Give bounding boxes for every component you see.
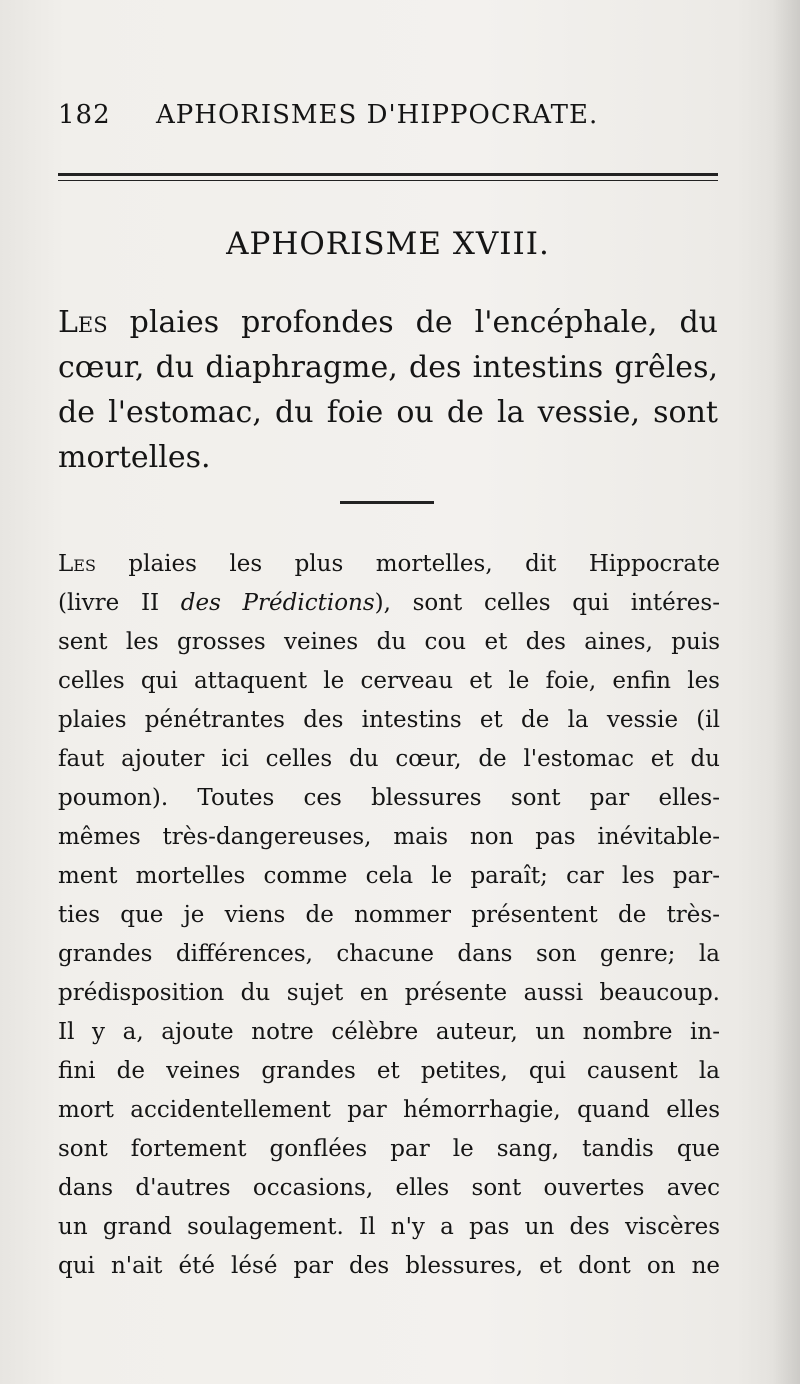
- commentary-line: grandes différences, chacune dans son genre; la: [58, 941, 720, 967]
- commentary-line: celles qui attaquent le cerveau et le foie, enfin les: [58, 668, 720, 694]
- page-shadow-edge: [772, 0, 800, 1384]
- commentary-line: poumon). Toutes ces blessures sont par elles-: [58, 785, 720, 811]
- commentary-line: sent les grosses veines du cou et des aines, puis: [58, 629, 720, 655]
- aphorism-line: Les plaies profondes de l'encéphale, du: [58, 305, 718, 340]
- commentary-line: qui n'ait été lésé par des blessures, et dont on ne: [58, 1253, 720, 1279]
- header-rule-thin: [58, 180, 718, 181]
- commentary-line: mort accidentellement par hémorrhagie, quand elles: [58, 1097, 720, 1123]
- roman-numeral: II: [140, 590, 160, 616]
- running-head: [58, 100, 718, 140]
- aphorism-title: APHORISME XVIII.: [226, 226, 550, 262]
- commentary-line: mêmes très-dangereuses, mais non pas inévitable-: [58, 824, 720, 850]
- commentary-lead: Les: [58, 551, 96, 577]
- page-number: 182: [58, 100, 111, 130]
- commentary-line: prédisposition du sujet en présente aussi beaucoup.: [58, 980, 720, 1006]
- commentary-line: plaies pénétrantes des intestins et de la vessie (il: [58, 707, 720, 733]
- aphorism-line: mortelles.: [58, 440, 211, 475]
- commentary-line: dans d'autres occasions, elles sont ouvertes avec: [58, 1175, 720, 1201]
- work-title: des Prédictions: [159, 590, 375, 616]
- aphorism-line: de l'estomac, du foie ou de la vessie, sont: [58, 395, 718, 430]
- commentary-line: Les plaies les plus mortelles, dit Hippocrate: [58, 551, 720, 577]
- commentary-line: Il y a, ajoute notre célèbre auteur, un nombre in-: [58, 1019, 720, 1045]
- commentary-line: un grand soulagement. Il n'y a pas un des viscères: [58, 1214, 720, 1240]
- header-rule-thick: [58, 173, 718, 176]
- aphorism-line: cœur, du diaphragme, des intestins grêles,: [58, 350, 718, 385]
- commentary-text: [58, 545, 720, 1286]
- commentary-line: faut ajouter ici celles du cœur, de l'estomac et du: [58, 746, 720, 772]
- commentary-line: fini de veines grandes et petites, qui causent la: [58, 1058, 720, 1084]
- commentary-line: (livre II des Prédictions), sont celles qui intéres-: [58, 590, 720, 616]
- running-head-title: APHORISMES D'HIPPOCRATE.: [156, 100, 599, 130]
- aphorism-text: [58, 300, 718, 480]
- ornament-rule: [340, 501, 434, 504]
- commentary-line: ment mortelles comme cela le paraît; car les par-: [58, 863, 720, 889]
- drop-lead: Les: [58, 305, 108, 340]
- commentary-line: sont fortement gonflées par le sang, tandis que: [58, 1136, 720, 1162]
- commentary-line: ties que je viens de nommer présentent de très-: [58, 902, 720, 928]
